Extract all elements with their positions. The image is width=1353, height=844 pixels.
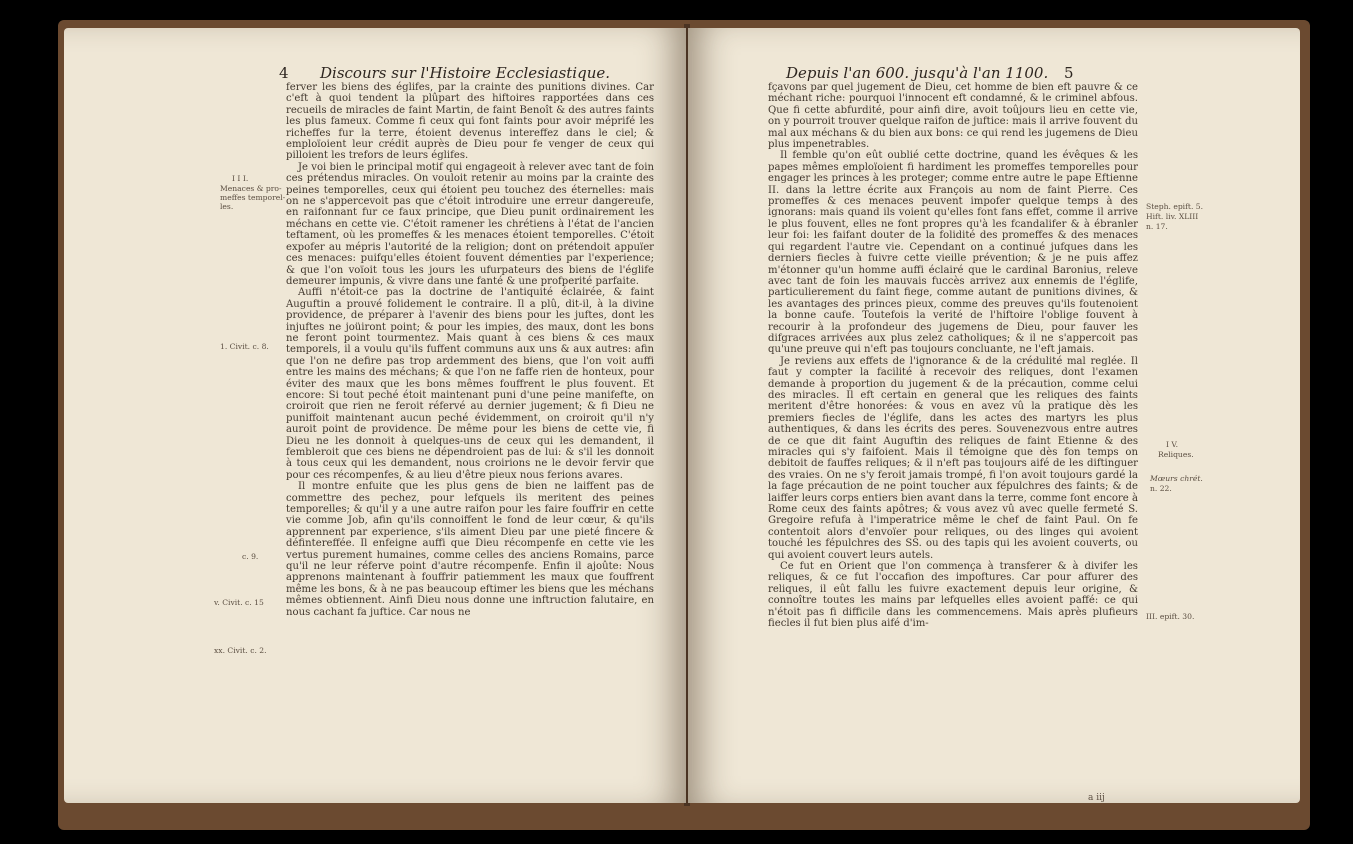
right-running-head-title: Depuis l'an 600. jusqu'à l'an 1100.	[786, 64, 1049, 82]
left-page	[64, 28, 686, 803]
left-running-head	[279, 64, 611, 82]
right-running-head	[786, 64, 1074, 82]
right-page-text	[768, 82, 1138, 630]
left-running-head-title: Discours sur l'Histoire Ecclesiastique.	[320, 64, 611, 82]
right-margin-note-n17: n. 17.	[1146, 222, 1168, 231]
left-margin-note-3: I I I.	[232, 174, 249, 183]
left-page-text	[286, 82, 654, 618]
right-margin-note-4: I V.	[1166, 440, 1178, 449]
right-signature-mark: a iij	[1088, 793, 1105, 803]
right-paragraph-1: fçavons par quel jugement de Dieu, cet homme de bien eft pauvre & ce méchant riche: pourquoi l'innocent eft condamné, & le criminel abfous. Que fi cette abfurdité, pour ainfi dire, avoit toûjours lieu en cette vie, on y pourroit trouver quelque raifon de juftice: mais il arrive fouvent du mal aux méchans & du bien aux bons: ce qui rend les jugemens de Dieu plus impenetrables.	[768, 82, 1138, 151]
left-margin-note-civit-15: v. Civit. c. 15	[214, 598, 264, 607]
left-paragraph-3: Auffi n'étoit-ce pas la doctrine de l'antiquité éclairée, & faint Auguftin a prouvé folidement le contraire. Il a plû, dit-il, à la divine providence, de préparer à l'avenir des biens pour les juftes, dont les injuftes ne joüiront point; & pour les impies, des maux, dont les bons ne feront point tourmentez. Mais quant à ces biens & ces maux temporels, il a voulu qu'ils fuffent communs aux uns & aux autres: afin que l'on ne defire pas trop ardemment des biens, que l'on voit auffi entre les mains des méchans; & que l'on ne faffe rien de honteux, pour éviter des maux que les bons mêmes fouffrent le plus fouvent. Et encore: Si tout peché étoit maintenant puni d'une peine manifefte, on croiroit que rien ne feroit réfervé au dernier jugement; & fi Dieu ne puniffoit maintenant aucun peché évidemment, on croiroit qu'il n'y auroit point de providence. De même pour les biens de cette vie, fi Dieu ne les donnoit à quelques-uns de ceux qui les demandent, il fembleroit que ces biens ne dépendroient pas de lui: & s'il les donnoit à tous ceux qui les demandent, nous croirions ne le devoir fervir que pour ces récompenfes, & au lieu d'être pieux nous ferions avares.	[286, 287, 654, 481]
left-margin-note-menaces-2: meffes temporel-	[220, 193, 286, 202]
left-margin-note-menaces-1: Menaces & pro-	[220, 184, 282, 193]
left-margin-note-civit-8: 1. Civit. c. 8.	[220, 342, 269, 351]
right-paragraph-3: Je reviens aux effets de l'ignorance & de la crédulité mal reglée. Il faut y compter la facilité à recevoir des reliques, dont l'examen demande à proportion du jugement & de la précaution, comme celui des miracles. Il eft certain en general que les reliques des faints meritent d'être honorées: & vous en avez vû la pratique dès les premiers fiecles de l'églife, dans les actes des martyrs les plus authentiques, & dans les écrits des peres. Souvenezvous entre autres de ce que dit faint Auguftin des reliques de faint Etienne & des miracles qui s'y faifoient. Mais il témoigne que dès fon temps on debitoit de fauffes reliques; & il n'eft pas toujours aifé de les diftinguer des vraies. On ne s'y feroit jamais trompé, fi l'on avoit toujours gardé la la fage précaution de ne point toucher aux fépulchres des faints; & de laiffer leurs corps entiers bien avant dans la terre, comme font encore à Rome ceux des faints apôtres; & vous avez vû avec quelle fermeté S. Gregoire refufa à l'imperatrice même le chef de faint Paul. On fe contentoit alors d'envoïer pour reliques, ou des linges qui avoient touché les fépulchres des SS. ou des tapis qui les avoient couverts, ou qui avoient couvert leurs autels.	[768, 355, 1138, 561]
right-page	[688, 28, 1300, 803]
right-paragraph-2: Il femble qu'on eût oublié cette doctrine, quand les évêques & les papes mêmes emploïoient fi hardiment les promeffes temporelles pour engager les princes à les proteger; comme entre autre le pape Eftienne II. dans la lettre écrite aux François au nom de faint Pierre. Ces promeffes & ces menaces peuvent impofer quelque temps à des ignorans: mais quand ils voient qu'elles font fans effet, comme il arrive le plus fouvent, elles ne font propres qu'à les fcandalifer & à ébranler leur foi: les faifant douter de la folidité des promeffes & des menaces qui regardent l'autre vie. Cependant on a continué jufques dans les derniers fiecles à fuivre cette vieille prévention; & je ne puis affez m'étonner qu'un homme auffi éclairé que le cardinal Baronius, releve avec tant de foin les mauvais fuccès arrivez aux ennemis de l'églife, particulierement du faint fiege, comme autant de punitions divines, & les avantages des princes pieux, comme des preuves qu'ils foutenoient la bonne caufe. Toutefois la verité de l'hiftoire l'oblige fouvent à recourir à la profondeur des jugemens de Dieu, pour fauver les difgraces arrivées aux plus zelez catholiques; & il ne s'appercoit pas qu'une preuve qui n'eft pas toujours concluante, ne l'eft jamais.	[768, 150, 1138, 356]
left-paragraph-4: Il montre enfuite que les plus gens de bien ne laiffent pas de commettre des pechez, pour lefquels ils meritent des peines temporelles; & qu'il y a une autre raifon pour les faire fouffrir en cette vie comme Job, afin qu'ils connoiffent le fond de leur cœur, & qu'ils apprennent par experience, s'ils aiment Dieu par une pieté fincere & défintereffée. Il enfeigne auffi que Dieu récompenfe en cette vie les vertus purement humaines, comme celles des anciens Romains, parce qu'il ne leur réferve point d'autre récompenfe. Enfin il ajoûte: Nous apprenons maintenant à fouffrir patiemment les maux que fouffrent même les bons, & à ne pas beaucoup eftimer les biens que les méchans mêmes obtiennent. Ainfi Dieu nous donne une inftruction falutaire, en nous cachant fa juftice. Car nous ne	[286, 481, 654, 618]
left-paragraph-2: Je voi bien le principal motif qui engageoit à relever avec tant de foin ces prétendus miracles. On vouloit retenir au moins par la crainte des peines temporelles, ceux qui étoient peu touchez des éternelles: mais on ne s'appercevoit pas que c'étoit introduire une erreur dangereufe, en raifonnant fur ce faux principe, que Dieu punit ordinairement les méchans en cette vie. C'étoit ramener les chrétiens à l'état de l'ancien teftament, où les promeffes & les menaces étoient temporelles. C'étoit expofer au mépris l'autorité de la religion; dont on prétendoit appuïer ces menaces: puifqu'elles étoient fouvent démenties par l'experience; & que l'on voïoit tous les jours les ufurpateurs des biens de l'églife demeurer impunis, & vivre dans une fanté & une profperité parfaite.	[286, 161, 654, 287]
left-margin-note-menaces-3: les.	[220, 202, 234, 211]
right-paragraph-4: Ce fut en Orient que l'on commença à transferer & à divifer les reliques, & ce fut l'occafion des impoftures. Car pour affurer des reliques, il eût fallu les fuivre exactement depuis leur origine, & connoître toutes les mains par lefquelles elles avoient paffé: ce qui n'étoit pas fi difficile dans les commencemens. Mais après plufieurs fiecles il fut bien plus aifé d'im-	[768, 561, 1138, 630]
right-margin-note-epist-30: III. epift. 30.	[1146, 612, 1195, 621]
right-margin-note-moeurs: Mœurs chrét.	[1150, 474, 1203, 483]
left-margin-note-c9: c. 9.	[242, 552, 259, 561]
right-margin-note-n22: n. 22.	[1150, 484, 1172, 493]
left-paragraph-1: ferver les biens des églifes, par la crainte des punitions divines. Car c'eft à quoi tendent la plûpart des hiftoires rapportées dans ces recueils de miracles de faint Martin, de faint Benoît & des autres faints les plus fameux. Comme fi ceux qui font faints pour avoir méprifé les richeffes fur la terre, étoient devenus intereffez dans le ciel; & emploïoient leur crédit auprès de Dieu pour fe venger de ceux qui pilloient les trefors de leurs églifes.	[286, 82, 654, 162]
right-margin-note-hist: Hift. liv. XLIII	[1146, 212, 1199, 221]
left-page-number: 4	[279, 64, 289, 82]
left-margin-note-civit-2: xx. Civit. c. 2.	[214, 646, 267, 655]
right-margin-note-steph: Steph. epift. 5.	[1146, 202, 1204, 211]
right-page-number: 5	[1064, 64, 1074, 82]
right-margin-note-reliques: Reliques.	[1158, 450, 1194, 459]
